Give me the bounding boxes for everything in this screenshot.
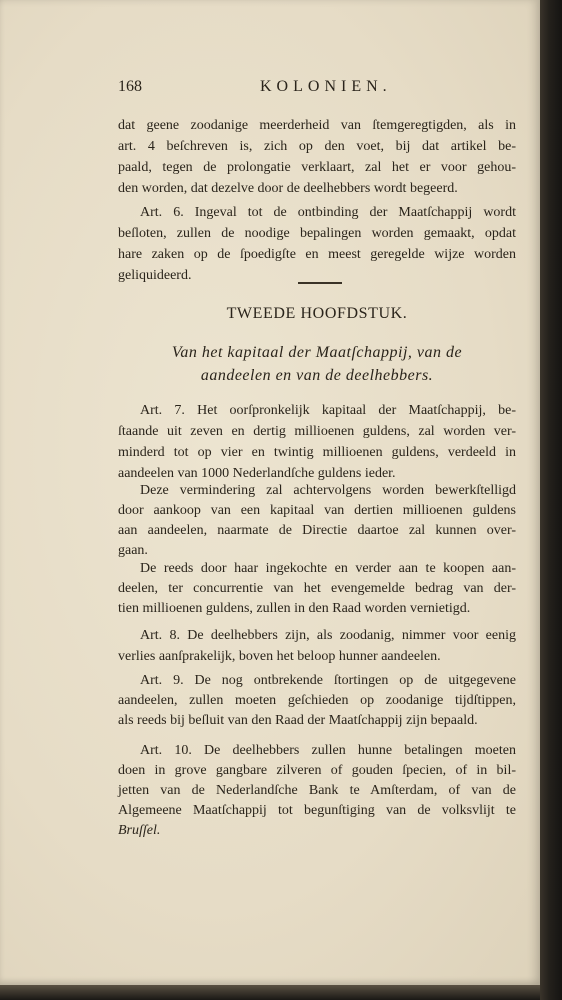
- text-line: door aankoop van een kapitaal van dertien millioenen guldens: [118, 503, 516, 518]
- text-line: dat geene zoodanige meerderheid van ſtemgeregtigden, als in: [118, 118, 516, 133]
- running-head: [118, 78, 398, 100]
- text-line: minderd tot op vier en twintig millioenen guldens, verdeeld in: [118, 445, 516, 460]
- text-line: Art. 6. Ingeval tot de ontbinding der Maatſchappij wordt: [140, 205, 516, 220]
- text-line: Deze vermindering zal achtervolgens worden bewerkſtelligd: [140, 483, 516, 498]
- page-binding-edge: [540, 0, 562, 1000]
- text-line: Art. 8. De deelhebbers zijn, als zoodanig, nimmer voor eenig: [140, 628, 516, 643]
- text-line: art. 4 beſchreven is, zich op den voet, bij dat artikel be-: [118, 139, 516, 154]
- text-line: Algemeene Maatſchappij tot begunſtiging van de volksvlijt te: [118, 803, 516, 818]
- text-line: verlies aanſprakelijk, boven het beloop hunner aandeelen.: [118, 649, 441, 664]
- text-line: hare zaken op de ſpoedigſte en meest geregelde wijze worden: [118, 247, 516, 262]
- chapter-title: TWEEDE HOOFDSTUK.: [226, 305, 408, 322]
- text-line: den worden, dat dezelve door de deelhebbers wordt begeerd.: [118, 181, 458, 196]
- text-line: geliquideerd.: [118, 268, 192, 283]
- text-line: De reeds door haar ingekochte en verder aan te koopen aan-: [140, 561, 516, 576]
- text-line: beſloten, zullen de noodige bepalingen worden gemaakt, opdat: [118, 226, 516, 241]
- text-line: tien millioenen guldens, zullen in den Raad worden vernietigd.: [118, 601, 471, 616]
- text-line: Art. 9. De nog ontbrekende ſtortingen op de uitgegevene: [140, 673, 516, 688]
- text-line: Bruſſel.: [118, 823, 161, 838]
- text-line: paald, tegen de prolongatie verklaart, zal het er voor gehou-: [118, 160, 516, 175]
- text-line: ſtaande uit zeven en dertig millioenen guldens, zal worden ver-: [118, 424, 516, 439]
- text-line: aan aandeelen, naarmate de Directie daartoe zal kunnen over-: [118, 523, 516, 538]
- text-line: aandeelen, zullen moeten geſchieden op zoodanige tijdſtippen,: [118, 693, 516, 708]
- section-divider: [298, 282, 342, 284]
- text-line: jetten van de Nederlandſche Bank te Amſterdam, of van de: [118, 783, 516, 798]
- text-line: als reeds bij beſluit van den Raad der Maatſchappij zijn bepaald.: [118, 713, 478, 728]
- text-line: doen in grove gangbare zilveren of gouden ſpecien, of in bil-: [118, 763, 516, 778]
- page-bottom-edge: [0, 985, 540, 1000]
- text-line: Art. 7. Het oorſpronkelijk kapitaal der Maatſchappij, be-: [140, 403, 516, 418]
- text-line: Art. 10. De deelhebbers zullen hunne betalingen moeten: [140, 743, 516, 758]
- chapter-subtitle-line-2: aandeelen en van de deelhebbers.: [200, 367, 434, 384]
- running-title: KOLONIEN.: [260, 78, 392, 95]
- text-line: aandeelen van 1000 Nederlandſche guldens ieder.: [118, 466, 396, 481]
- text-line: deelen, ter concurrentie van het evengemelde bedrag van der-: [118, 581, 516, 596]
- text-line: gaan.: [118, 543, 148, 558]
- page-number: 168: [118, 78, 142, 95]
- chapter-subtitle-line-1: Van het kapitaal der Maatſchappij, van de: [171, 344, 463, 361]
